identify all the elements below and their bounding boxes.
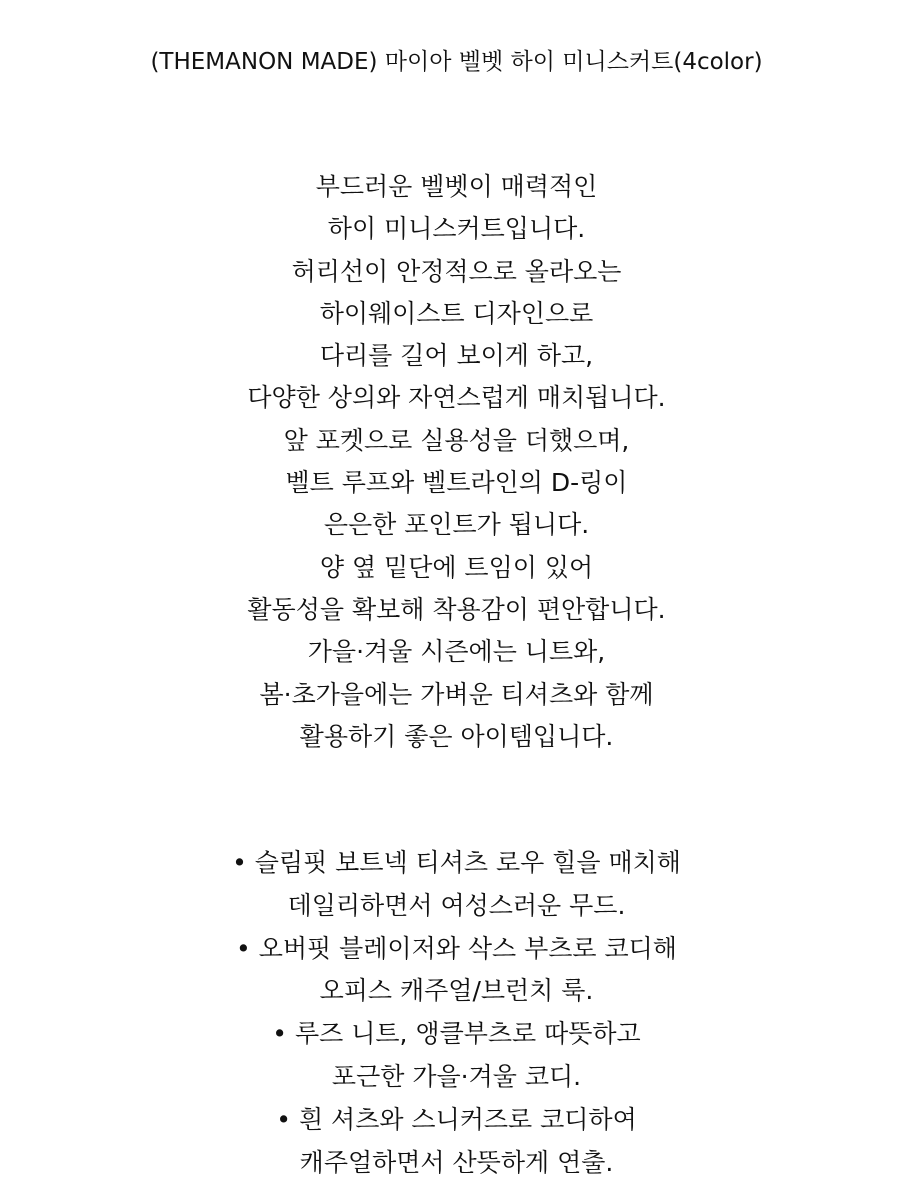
- styling-tip-line: • 흰 셔츠와 스니커즈로 코디하여: [276, 1104, 637, 1134]
- description-line: 다양한 상의와 자연스럽게 매치됩니다.: [247, 383, 666, 413]
- description-line: 활용하기 좋은 아이템입니다.: [299, 721, 614, 751]
- description-line: 벨트 루프와 벨트라인의 D-링이: [285, 468, 628, 498]
- description-line: 은은한 포인트가 됩니다.: [323, 510, 590, 540]
- description-line: 가을·겨울 시즌에는 니트와,: [307, 637, 606, 667]
- description-line: 부드러운 벨벳이 매력적인: [315, 172, 598, 201]
- styling-tip-line: 캐주얼하면서 산뜻하게 연출.: [299, 1147, 614, 1177]
- styling-tip-line: 데일리하면서 여성스러운 무드.: [287, 890, 626, 920]
- description-line: 앞 포켓으로 실용성을 더했으며,: [283, 425, 630, 455]
- styling-tip-line: 포근한 가을·겨울 코디.: [331, 1061, 582, 1091]
- description-line: 허리선이 안정적으로 올라오는: [291, 256, 622, 286]
- description-line: 활동성을 확보해 착용감이 편안합니다.: [247, 594, 666, 624]
- description-line: 하이웨이스트 디자인으로: [319, 298, 594, 328]
- styling-tip-line: • 오버핏 블레이저와 삭스 부츠로 코디해: [236, 933, 677, 963]
- product-title: (THEMANON MADE) 마이아 벨벳 하이 미니스커트(4color): [150, 49, 763, 75]
- description-line: 봄·초가을에는 가벼운 티셔츠와 함께: [259, 679, 654, 709]
- styling-tip-line: 오피스 캐주얼/브런치 룩.: [319, 976, 594, 1006]
- styling-tips: [0, 842, 913, 1184]
- styling-tip-line: • 슬림핏 보트넥 티셔츠 로우 힐을 매치해: [232, 848, 681, 877]
- description-line: 하이 미니스커트입니다.: [327, 214, 586, 244]
- product-description: [0, 166, 913, 758]
- description-line: 양 옆 밑단에 트임이 있어: [319, 552, 594, 582]
- styling-tip-line: • 루즈 니트, 앵클부츠로 따뜻하고: [272, 1019, 641, 1049]
- description-line: 다리를 길어 보이게 하고,: [319, 341, 594, 371]
